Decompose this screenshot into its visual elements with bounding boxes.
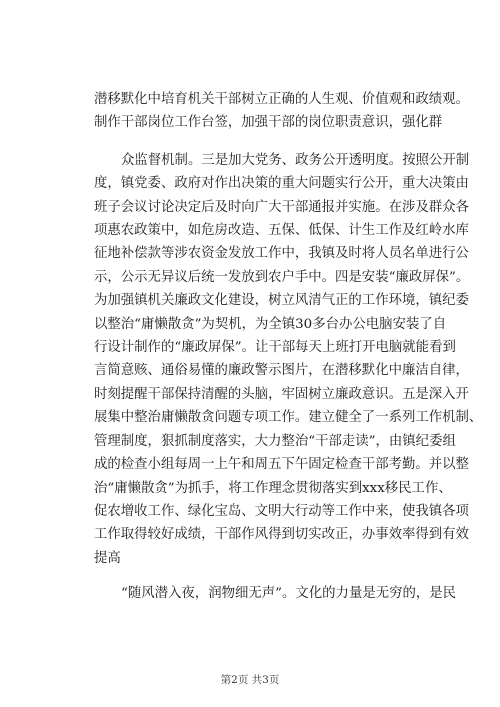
text-line: “随风潜入夜，润物细无声”。文化的力量是无穷的，是民 xyxy=(121,586,457,602)
paragraph-gap xyxy=(94,135,412,149)
text-line: 度，镇党委、政府对作出决策的重大问题实行公开，重大决策由 xyxy=(94,176,469,192)
text-line: 提高 xyxy=(94,550,121,566)
text-line: 潜移默化中培育机关干部树立正确的人生观、价值观和政绩观。 xyxy=(94,92,469,107)
text-line: 言简意赅、通俗易懂的廉政警示图片，在潜移默化中廉洁自律， xyxy=(94,363,469,379)
body-text xyxy=(94,88,483,606)
text-line: 促农增收工作、绿化宝岛、文明大行动等工作中来，使我镇各项 xyxy=(94,503,469,519)
text-line: 以整治“庸懒散贪”为契机，为全镇30多台办公电脑安装了自 xyxy=(94,316,447,332)
text-line: 成的检查小组每周一上午和周五下午固定检查干部考勤。并以整 xyxy=(94,457,469,473)
text-line: 为加强镇机关廉政文化建设，树立风清气正的工作环境，镇纪委 xyxy=(94,293,469,309)
text-line: 行设计制作的“廉政屏保”。让干部每天上班打开电脑就能看到 xyxy=(94,340,456,356)
text-line: 工作取得较好成绩，干部作风得到切实改正，办事效率得到有效 xyxy=(94,527,469,543)
text-line: 管理制度，狠抓制度落实，大力整治“干部走读”，由镇纪委组 xyxy=(94,433,456,449)
text-line: 时刻提醒干部保持清醒的头脑，牢固树立廉政意识。五是深入开 xyxy=(94,386,469,402)
text-line: 征地补偿款等涉农资金发放工作中，我镇及时将人员名单进行公 xyxy=(94,246,469,262)
text-line: 治“庸懒散贪”为抓手，将工作理念贯彻落实到xxx移民工作、 xyxy=(94,480,452,496)
paragraph-2 xyxy=(94,149,483,570)
paragraph-gap xyxy=(94,570,412,582)
text-line: 班子会议讨论决定后及时向广大干部通报并实施。在涉及群众各 xyxy=(94,199,469,215)
text-line: 展集中整治庸懒散贪问题专项工作。建立健全了一系列工作机制、 xyxy=(94,410,483,426)
paragraph-3 xyxy=(94,582,457,605)
text-line: 项惠农政策中，如危房改造、五保、低保、计生工作及红岭水库 xyxy=(94,223,469,239)
text-line: 制作干部岗位工作台签，加强干部的岗位职责意识，强化群 xyxy=(94,115,443,131)
text-line: 众监督机制。三是加大党务、政务公开透明度。按照公开制 xyxy=(121,152,470,168)
paragraph-1 xyxy=(94,88,469,135)
page-number-footer: 第2页 共3页 xyxy=(220,674,280,686)
text-line: 示，公示无异议后统一发放到农户手中。四是安装“廉政屏保”。 xyxy=(94,269,470,285)
